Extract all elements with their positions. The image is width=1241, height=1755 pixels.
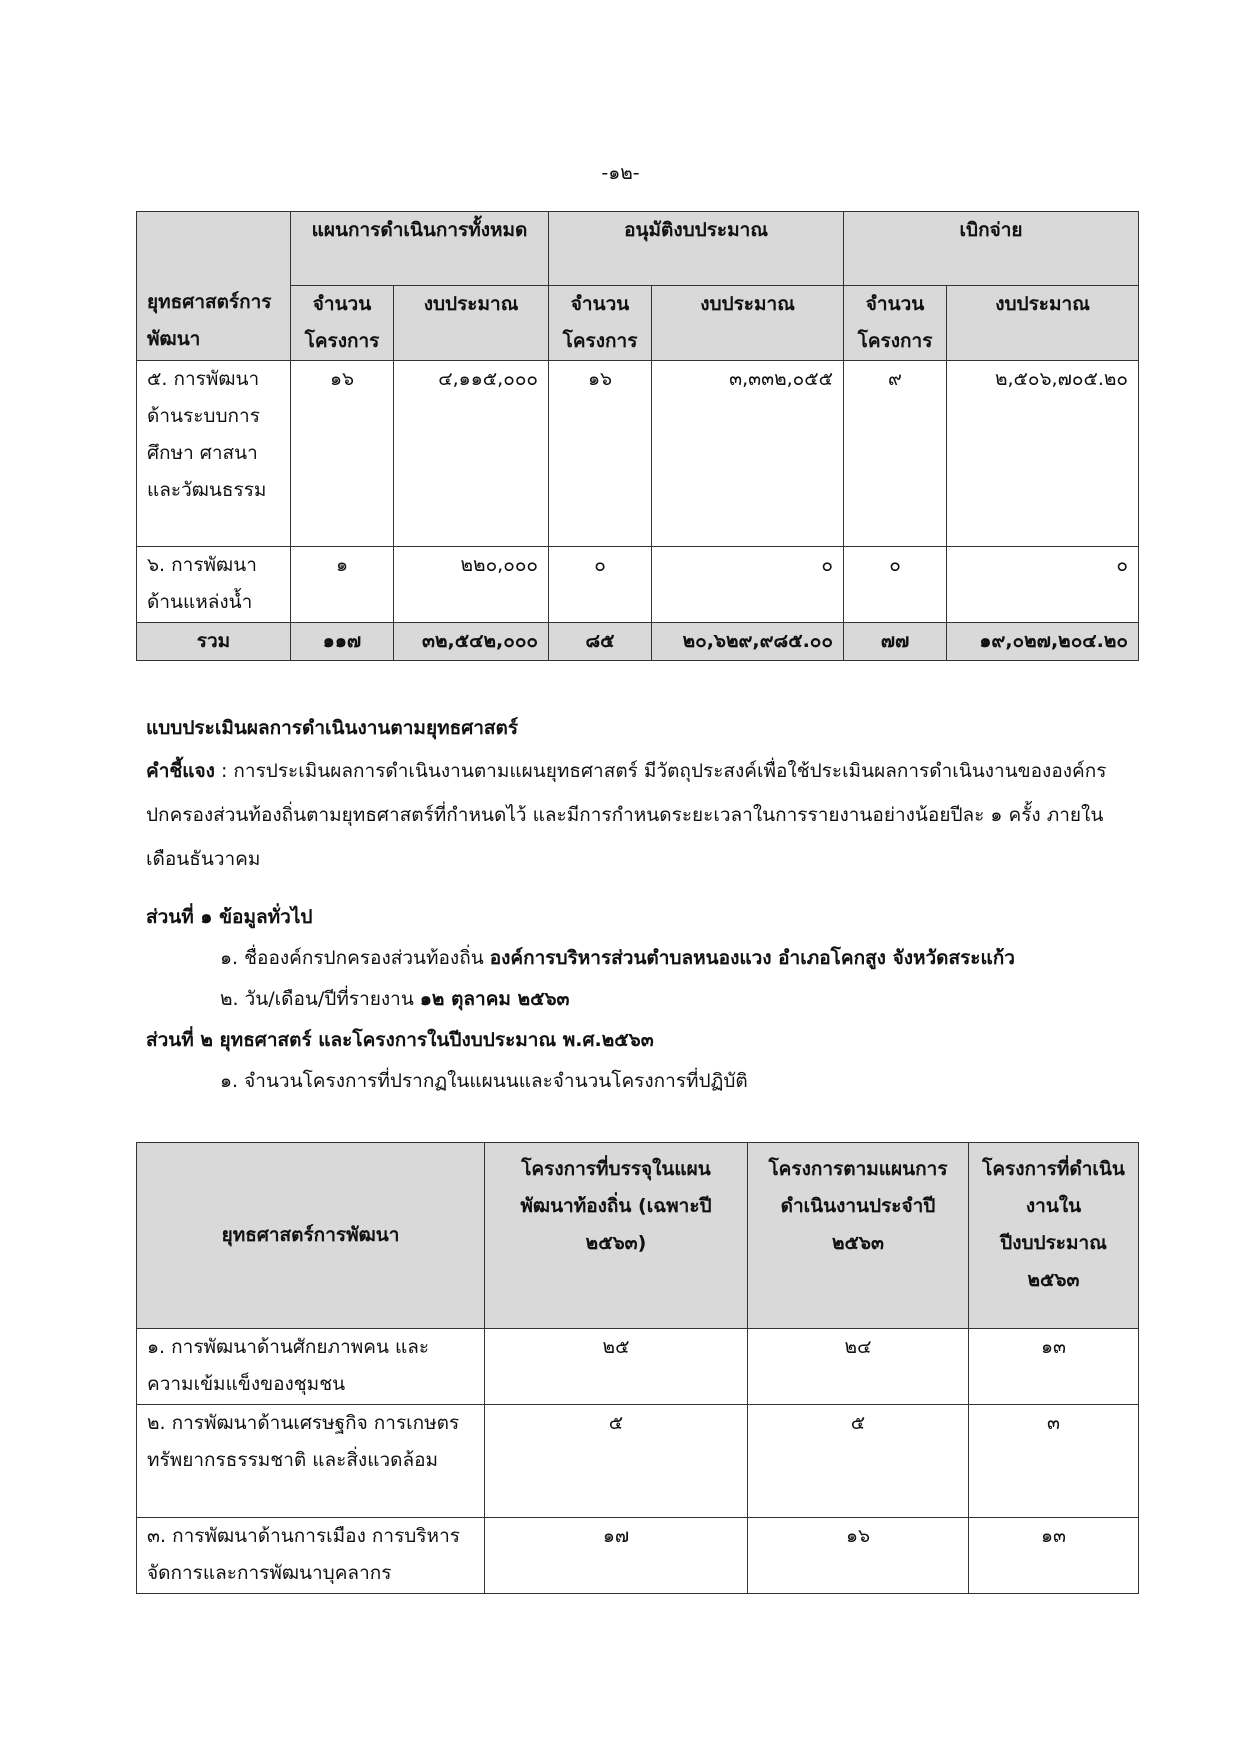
row-strategy: ๖. การพัฒนาด้านแหล่งน้ำ — [137, 547, 291, 623]
page-number: -๑๒- — [601, 162, 640, 184]
part1-title: ส่วนที่ ๑ ข้อมูลทั่วไป — [146, 906, 313, 928]
table-row — [137, 547, 1139, 623]
row-local-plan: ๒๕ — [485, 1329, 748, 1405]
header-approved: อนุมัติงบประมาณ — [549, 212, 844, 286]
row-approved-budget: ๐ — [652, 547, 844, 623]
row-plan-budget: ๔,๑๑๕,๐๐๐ — [394, 361, 549, 547]
item2-value: ๑๒ ตุลาคม ๒๕๖๓ — [419, 988, 570, 1010]
subheader-budget: งบประมาณ — [652, 286, 844, 361]
eval-title: แบบประเมินผลการดำเนินงานตามยุทธศาสตร์ — [146, 717, 519, 739]
table-row — [137, 1405, 1139, 1518]
total-row — [137, 623, 1139, 661]
row-strategy: ๕. การพัฒนาด้านระบบการศึกษา ศาสนา และวัฒนธรรม — [137, 361, 291, 547]
row-local-plan: ๕ — [485, 1405, 748, 1518]
projects-table — [136, 1142, 1139, 1594]
part2-item1: ๑. จำนวนโครงการที่ปรากฏในแผนนและจำนวนโครงการที่ปฏิบัติ — [220, 1070, 748, 1092]
budget-table — [136, 211, 1139, 661]
row-disbursed-budget: ๐ — [947, 547, 1139, 623]
row-disbursed-count: ๙ — [844, 361, 947, 547]
row-approved-count: ๑๖ — [549, 361, 652, 547]
row-plan-budget: ๒๒๐,๐๐๐ — [394, 547, 549, 623]
row-done: ๓ — [969, 1405, 1139, 1518]
header-done: โครงการที่ดำเนินงานในปีงบประมาณ ๒๕๖๓ — [969, 1143, 1139, 1329]
total-disbursed-count: ๗๗ — [844, 623, 947, 661]
total-plan-count: ๑๑๗ — [291, 623, 394, 661]
row-action-plan: ๕ — [748, 1405, 969, 1518]
row-action-plan: ๑๖ — [748, 1518, 969, 1594]
total-disbursed-budget: ๑๙,๐๒๗,๒๐๔.๒๐ — [947, 623, 1139, 661]
subheader-budget: งบประมาณ — [947, 286, 1139, 361]
header-strategy: ยุทธศาสตร์การพัฒนา — [137, 1143, 485, 1329]
part1-item1 — [146, 938, 1116, 979]
subheader-count: จำนวนโครงการ — [291, 286, 394, 361]
total-approved-count: ๘๕ — [549, 623, 652, 661]
header-disbursed: เบิกจ่าย — [844, 212, 1139, 286]
note-text: : การประเมินผลการดำเนินงานตามแผนยุทธศาสตร์ มีวัตถุประสงค์เพื่อใช้ประเมินผลการดำเนินงานขององค์กรปกครองส่วนท้องถิ่นตามยุทธศาสตร์ที่กำหนดไว้ และมีการกำหนดระยะเวลาในการรายงานอย่างน้อยปีละ ๑ ครั้ง ภายในเดือนธันวาคม — [146, 760, 1107, 870]
row-done: ๑๓ — [969, 1329, 1139, 1405]
total-approved-budget: ๒๐,๖๒๙,๙๘๕.๐๐ — [652, 623, 844, 661]
table-row — [137, 1329, 1139, 1405]
row-plan-count: ๑ — [291, 547, 394, 623]
part2-title: ส่วนที่ ๒ ยุทธศาสตร์ และโครงการในปีงบประมาณ พ.ศ.๒๕๖๓ — [146, 1029, 654, 1051]
subheader-count: จำนวนโครงการ — [549, 286, 652, 361]
row-plan-count: ๑๖ — [291, 361, 394, 547]
header-action-plan: โครงการตามแผนการดำเนินงานประจำปี ๒๕๖๓ — [748, 1143, 969, 1329]
row-approved-count: ๐ — [549, 547, 652, 623]
header-plan: แผนการดำเนินการทั้งหมด — [291, 212, 549, 286]
row-approved-budget: ๓,๓๓๒,๐๕๕ — [652, 361, 844, 547]
table-row — [137, 361, 1139, 547]
note-label: คำชี้แจง — [146, 760, 215, 782]
row-disbursed-count: ๐ — [844, 547, 947, 623]
row-local-plan: ๑๗ — [485, 1518, 748, 1594]
subheader-count: จำนวนโครงการ — [844, 286, 947, 361]
row-disbursed-budget: ๒,๕๐๖,๗๐๕.๒๐ — [947, 361, 1139, 547]
header-local-plan: โครงการที่บรรจุในแผนพัฒนาท้องถิ่น (เฉพาะปี ๒๕๖๓) — [485, 1143, 748, 1329]
subheader-budget: งบประมาณ — [394, 286, 549, 361]
item2-label: ๒. วัน/เดือน/ปีที่รายงาน — [220, 988, 420, 1010]
row-action-plan: ๒๔ — [748, 1329, 969, 1405]
eval-section — [146, 708, 1116, 1102]
row-done: ๑๓ — [969, 1518, 1139, 1594]
row-strategy: ๒. การพัฒนาด้านเศรษฐกิจ การเกษตร ทรัพยากรธรรมชาติ และสิ่งแวดล้อม — [137, 1405, 485, 1518]
total-label: รวม — [137, 623, 291, 661]
header-strategy: ยุทธศาสตร์การพัฒนา — [137, 212, 291, 361]
eval-note — [146, 749, 1116, 881]
item1-value: องค์การบริหารส่วนตำบลหนองแวง อำเภอโคกสูง จังหวัดสระแก้ว — [489, 947, 1015, 969]
row-strategy: ๓. การพัฒนาด้านการเมือง การบริหารจัดการและการพัฒนาบุคลากร — [137, 1518, 485, 1594]
item1-label: ๑. ชื่อองค์กรปกครองส่วนท้องถิ่น — [220, 947, 490, 969]
row-strategy: ๑. การพัฒนาด้านศักยภาพคน และความเข้มแข็งของชุมชน — [137, 1329, 485, 1405]
table-row — [137, 1518, 1139, 1594]
total-plan-budget: ๓๒,๕๔๒,๐๐๐ — [394, 623, 549, 661]
part1-item2 — [146, 979, 1116, 1020]
